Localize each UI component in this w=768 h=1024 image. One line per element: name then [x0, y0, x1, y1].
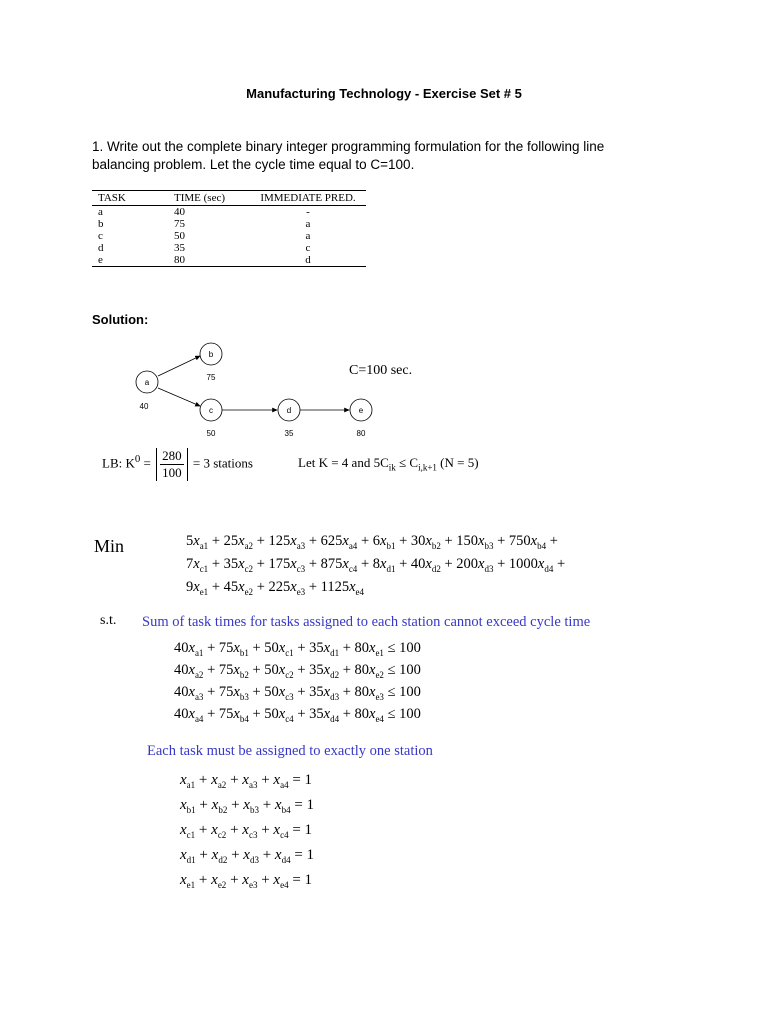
- edge-a-c: [158, 388, 200, 406]
- task-table-header: [92, 191, 366, 206]
- table-row: [92, 206, 366, 219]
- task-cell: e: [98, 254, 103, 266]
- subject-to-label: s.t.: [100, 613, 117, 628]
- time-cell: 50: [174, 230, 185, 242]
- note-cycle-time: Sum of task times for tasks assigned to each station cannot exceed cycle time: [142, 614, 591, 630]
- task-cell: a: [98, 206, 103, 218]
- pred-cell: a: [305, 230, 311, 242]
- lb-prefix: LB: K: [102, 455, 135, 471]
- node-c-label: c: [209, 406, 213, 415]
- node-b: [200, 343, 222, 382]
- edge-a-b: [158, 356, 200, 376]
- pred-cell: c: [305, 242, 311, 254]
- node-d-label: d: [286, 406, 292, 415]
- node-d: [278, 399, 300, 438]
- objective-line-3: $9x_{e1} + 45x_{e2} + 225x_{e3} + 1125x_{e4}$: [186, 579, 365, 597]
- task-table: [92, 190, 366, 267]
- let-k-statement: Let K = 4 and $5C_{ik} \le C_{i,k+1}$ (N = 5): [298, 455, 479, 473]
- header-pred: IMMEDIATE PRED.: [260, 192, 356, 204]
- problem-statement: 1. Write out the complete binary integer programming formulation for the following line balancing problem. Let the cycle time equal to C=100.: [92, 139, 605, 172]
- pred-cell: -: [306, 206, 310, 218]
- lb-numerator: 280: [162, 448, 182, 463]
- time-cell: 40: [174, 206, 185, 218]
- let-k-text: Let K = 4 and 5C: [298, 455, 389, 470]
- assign-constraint-b: $x_{b1} + x_{b2} + x_{b3} + x_{b4} = 1$: [180, 797, 315, 815]
- precedence-diagram: [120, 336, 390, 446]
- assign-constraint-e: $x_{e1} + x_{e2} + x_{e3} + x_{e4} = 1$: [180, 872, 313, 890]
- node-b-time: 75: [206, 373, 216, 382]
- time-cell: 35: [174, 242, 185, 254]
- cycle-constraint-1: $40x_{a1} + 75x_{b1} + 50x_{c1} + 35x_{d1} + 80x_{e1} \le 100$: [174, 640, 421, 658]
- let-k-tail: (N = 5): [436, 455, 479, 470]
- objective-label: Min: [94, 536, 125, 556]
- node-a-label: a: [144, 378, 150, 387]
- node-e-time: 80: [356, 429, 366, 438]
- header-time: TIME (sec): [174, 192, 226, 204]
- lb-result: = 3 stations: [192, 455, 253, 471]
- task-cell: b: [98, 218, 104, 230]
- node-c-time: 50: [206, 429, 216, 438]
- node-d-time: 35: [284, 429, 294, 438]
- assign-constraint-d: $x_{d1} + x_{d2} + x_{d3} + x_{d4} = 1$: [180, 847, 315, 865]
- task-cell: d: [98, 242, 104, 254]
- table-row: [92, 230, 366, 242]
- table-row: [92, 218, 366, 230]
- lower-bound: LB: $K^0$ = $\frac{280}{100}$ = 3 stations: [102, 448, 253, 480]
- time-cell: 80: [174, 254, 185, 266]
- solution-label: Solution:: [92, 312, 149, 327]
- objective-line-2: $7x_{c1} + 35x_{c2} + 175x_{c3} + 875x_{c4} + 8x_{d1} + 40x_{d2} + 200x_{d3} + 1000x_{d4}$ +: [186, 556, 566, 574]
- cycle-constraint-4: $40x_{a4} + 75x_{b4} + 50x_{c4} + 35x_{d4} + 80x_{e4} \le 100$: [174, 706, 421, 724]
- cycle-constraint-2: $40x_{a2} + 75x_{b2} + 50x_{c2} + 35x_{d2} + 80x_{e2} \le 100$: [174, 662, 421, 680]
- lb-denominator: 100: [162, 465, 182, 480]
- assign-constraint-a: $x_{a1} + x_{a2} + x_{a3} + x_{a4} = 1$: [180, 772, 313, 790]
- header-task: TASK: [98, 192, 126, 204]
- node-b-label: b: [208, 350, 214, 359]
- table-row: [92, 242, 366, 254]
- pred-cell: a: [305, 218, 311, 230]
- time-cell: 75: [174, 218, 185, 230]
- node-c: [200, 399, 222, 438]
- document-title: Manufacturing Technology - Exercise Set # 5: [246, 86, 522, 101]
- assign-constraint-c: $x_{c1} + x_{c2} + x_{c3} + x_{c4} = 1$: [180, 822, 313, 840]
- note-assign: Each task must be assigned to exactly one station: [147, 743, 433, 759]
- task-cell: c: [98, 230, 103, 242]
- pred-cell: d: [305, 254, 311, 266]
- node-a-time: 40: [139, 402, 149, 411]
- node-e-label: e: [358, 406, 364, 415]
- node-e: [350, 399, 372, 438]
- node-a: [136, 371, 158, 411]
- cycle-constraint-3: $40x_{a3} + 75x_{b3} + 50x_{c3} + 35x_{d3} + 80x_{e3} \le 100$: [174, 684, 421, 702]
- cycle-time: C=100 sec.: [349, 363, 413, 378]
- let-k-rest: ≤ C: [395, 455, 419, 470]
- lb-sup: 0: [134, 453, 141, 466]
- lb-fraction: [156, 448, 188, 481]
- table-row: [92, 254, 366, 267]
- objective-line-1: $5x_{a1} + 25x_{a2} + 125x_{a3} + 625x_{a4} + 6x_{b1} + 30x_{b2} + 150x_{b3} + 750x_{b4}$ +: [186, 533, 558, 551]
